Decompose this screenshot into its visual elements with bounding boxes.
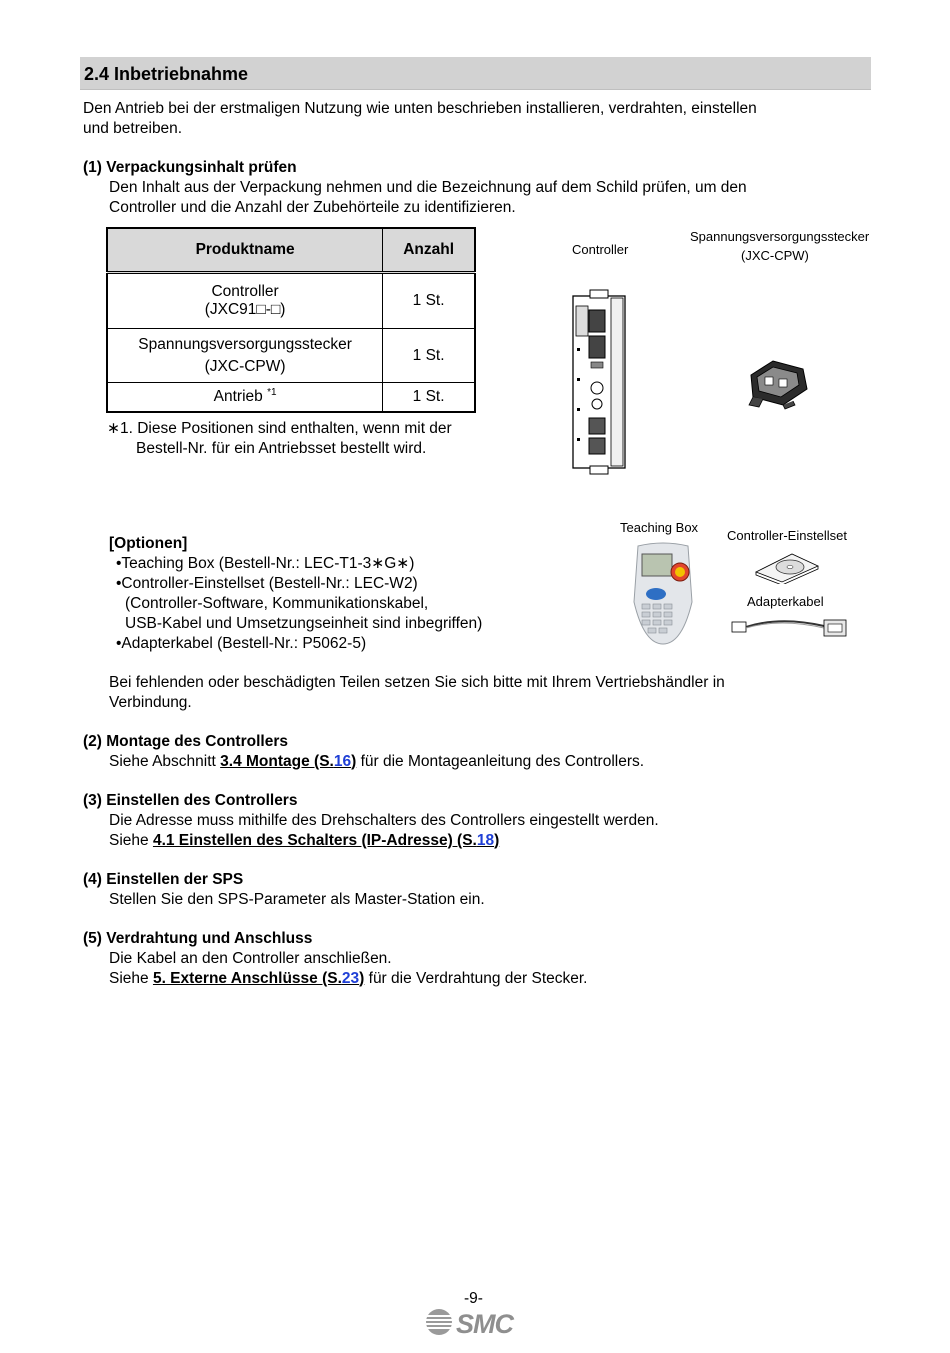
- product-line: Antrieb: [213, 388, 263, 406]
- step2-body: [109, 752, 644, 772]
- step4-body: Stellen Sie den SPS-Parameter als Master-Station ein.: [109, 891, 485, 908]
- product-line: (JXC91□-□): [204, 301, 286, 318]
- cell-qty: 1 St.: [383, 273, 475, 329]
- section-title: 2.4 Inbetriebnahme: [84, 64, 249, 84]
- options-item: •Adapterkabel (Bestell-Nr.: P5062-5): [116, 635, 367, 652]
- table-row: [107, 329, 475, 383]
- page-number: -9-: [464, 1290, 483, 1307]
- setup-kit-image: [752, 550, 822, 584]
- smc-logo-mark: [424, 1306, 530, 1338]
- step5-heading: (5) Verdrahtung und Anschluss: [83, 930, 313, 947]
- table-row: [107, 273, 475, 329]
- step4-heading: (4) Einstellen der SPS: [83, 871, 244, 888]
- section-5-link[interactable]: [153, 970, 364, 987]
- intro-line-1: Den Antrieb bei der erstmaligen Nutzung wie unten beschrieben installieren, verdrahten, einstellen: [83, 100, 757, 117]
- footnote-line-2: Bestell-Nr. für ein Antriebsset bestellt wird.: [136, 440, 427, 457]
- product-line: Spannungsversorgungsstecker: [138, 335, 352, 353]
- table-header-row: [107, 228, 475, 273]
- footnote-ref: *1: [267, 387, 277, 399]
- link-close: ): [351, 753, 357, 770]
- options-item: •Controller-Einstellset (Bestell-Nr.: LEC-W2): [116, 575, 418, 592]
- step5-ref: [109, 969, 588, 989]
- header-product-name: Produktname: [107, 228, 383, 273]
- step5-post: für die Verdrahtung der Stecker.: [364, 970, 588, 987]
- smc-logo: [424, 1306, 530, 1343]
- step3-pre: Siehe: [109, 832, 153, 849]
- section-4-1-link[interactable]: [153, 832, 499, 849]
- options-item: USB-Kabel und Umsetzungseinheit sind inbegriffen): [125, 615, 483, 632]
- page-number-link[interactable]: 16: [333, 753, 352, 770]
- step5-pre: Siehe: [109, 970, 153, 987]
- teaching-box-caption: Teaching Box: [620, 520, 699, 535]
- step1-heading: (1) Verpackungsinhalt prüfen: [83, 159, 297, 176]
- step3-ref: [109, 831, 499, 851]
- cell-qty: 1 St.: [383, 383, 475, 412]
- connector-caption-1: Spannungsversorgungsstecker: [690, 229, 870, 244]
- cell-qty: 1 St.: [383, 329, 475, 383]
- page-number-link[interactable]: 18: [476, 832, 495, 849]
- link-close: ): [359, 970, 365, 987]
- product-line: Controller: [211, 283, 279, 300]
- footnote-line-1: ∗1. Diese Positionen sind enthalten, wenn mit der: [107, 420, 452, 437]
- link-text: 4.1 Einstellen des Schalters (IP-Adresse) (S.: [152, 832, 477, 849]
- cell-product: [107, 273, 383, 329]
- intro-line-2: und betreiben.: [83, 120, 183, 137]
- step2-post: für die Montageanleitung des Controllers.: [356, 753, 645, 770]
- connector-caption-2: (JXC-CPW): [741, 248, 809, 263]
- header-quantity: Anzahl: [383, 228, 475, 273]
- step1-body-2: Controller und die Anzahl der Zubehörteile zu identifizieren.: [109, 199, 516, 216]
- product-table: [106, 227, 476, 413]
- options-item: •Teaching Box (Bestell-Nr.: LEC-T1-3∗G∗): [116, 555, 415, 572]
- options-heading: [Optionen]: [109, 535, 188, 552]
- step3-body: Die Adresse muss mithilfe des Drehschalters des Controllers eingestellt werden.: [109, 812, 659, 829]
- page-number-link[interactable]: 23: [341, 970, 360, 987]
- link-text: 3.4 Montage (S.: [220, 753, 334, 770]
- link-close: ): [494, 832, 500, 849]
- adapter-caption: Adapterkabel: [747, 594, 824, 609]
- missing-parts-2: Verbindung.: [109, 694, 192, 711]
- step2-pre: Siehe Abschnitt: [109, 753, 221, 770]
- step3-heading: (3) Einstellen des Controllers: [83, 792, 298, 809]
- setup-kit-caption: Controller-Einstellset: [727, 528, 847, 543]
- cell-product: [107, 329, 383, 383]
- adapter-cable-image: [730, 612, 852, 644]
- smc-logo-text: SMC: [456, 1309, 513, 1338]
- missing-parts-1: Bei fehlenden oder beschädigten Teilen setzen Sie sich bitte mit Ihrem Vertriebshändler in: [109, 674, 725, 691]
- controller-image: [570, 288, 630, 478]
- link-text: 5. Externe Anschlüsse (S.: [152, 970, 342, 987]
- step2-heading: (2) Montage des Controllers: [83, 733, 288, 750]
- teaching-box-image: [630, 542, 696, 646]
- controller-caption: Controller: [572, 242, 629, 257]
- connector-image: [743, 355, 813, 410]
- section-header: [80, 57, 871, 90]
- cell-product: [107, 383, 383, 412]
- table-row: [107, 383, 475, 412]
- options-item: (Controller-Software, Kommunikationskabel,: [125, 595, 429, 612]
- product-line: (JXC-CPW): [204, 357, 286, 375]
- step1-body-1: Den Inhalt aus der Verpackung nehmen und die Bezeichnung auf dem Schild prüfen, um den: [109, 179, 747, 196]
- step5-body: Die Kabel an den Controller anschließen.: [109, 950, 392, 967]
- section-3-4-link[interactable]: [220, 753, 356, 770]
